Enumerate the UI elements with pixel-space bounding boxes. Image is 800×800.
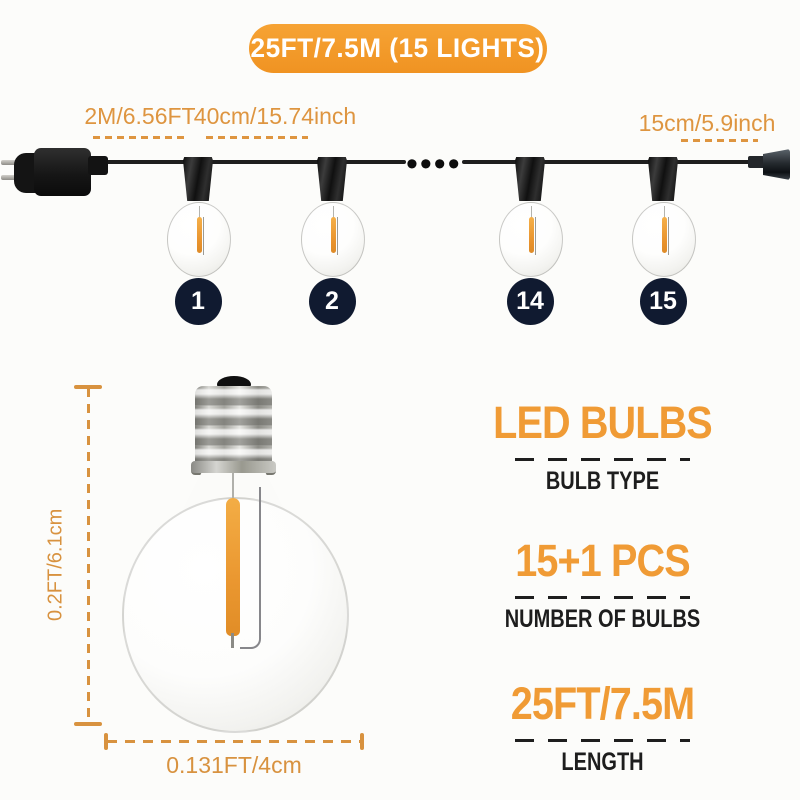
- spec-bulb-type: [460, 397, 745, 495]
- string-bulb-14: [499, 155, 561, 330]
- bulb-number-badge: [640, 278, 687, 325]
- bulb-height-label: 0.2FT/6.1cm: [44, 508, 67, 622]
- height-dimension-line: [87, 388, 90, 724]
- spec-length-value: 25FT/7.5M: [510, 678, 695, 729]
- bulb-filament: [197, 217, 202, 253]
- spec-bulb-type-value: LED BULBS: [493, 397, 712, 448]
- height-dimension-cap-bottom: [74, 722, 102, 726]
- spec-number-of-bulbs-label: NUMBER OF BULBS: [504, 605, 701, 633]
- bulb-number: 2: [325, 287, 339, 315]
- title-banner-label: 25FT/7.5M (15 LIGHTS): [251, 33, 545, 63]
- measure-bulb-spacing-label: 40cm/15.74inch: [193, 103, 357, 129]
- bulb-globe: [167, 202, 231, 277]
- width-dimension-line: [107, 740, 363, 743]
- spec-number-of-bulbs: [460, 535, 745, 633]
- bulb-globe: [301, 202, 365, 277]
- bulb-globe: [632, 202, 696, 277]
- bulb-number-badge: [175, 278, 222, 325]
- spec-length-label: LENGTH: [561, 748, 644, 776]
- bulb-width-label: 0.131FT/4cm: [166, 752, 302, 778]
- bulb-filament: [662, 217, 667, 253]
- measure-plug-to-first-dash: [93, 136, 185, 139]
- spec-number-of-bulbs-value: 15+1 PCS: [515, 535, 690, 586]
- string-bulb-15: [632, 155, 694, 330]
- bulb-socket: [648, 157, 678, 201]
- filament-support-wire: [203, 217, 204, 255]
- spec-divider: [515, 739, 690, 742]
- ellipsis-dots: ••••: [406, 145, 462, 183]
- height-dimension-cap-top: [74, 385, 102, 389]
- end-connector-cap: [763, 149, 790, 180]
- bulb-number: 14: [516, 287, 544, 315]
- filament-support-wire: [668, 217, 669, 255]
- bulb-led-filament: [226, 498, 240, 636]
- spec-divider: [515, 596, 690, 599]
- bulb-globe: [499, 202, 563, 277]
- bulb-number-badge: [507, 278, 554, 325]
- string-bulb-1: [167, 155, 229, 330]
- bulb-socket: [515, 157, 545, 201]
- spec-divider: [515, 458, 690, 461]
- bulb-number: 15: [649, 287, 677, 315]
- measure-bulb-spacing-dash: [206, 136, 308, 139]
- measure-end-spacing-dash: [681, 139, 758, 142]
- bulb-number: 1: [191, 287, 205, 315]
- bulb-filament: [331, 217, 336, 253]
- bulb-socket: [183, 157, 213, 201]
- width-dimension-cap-right: [360, 733, 364, 750]
- width-dimension-cap-left: [104, 733, 108, 750]
- measure-end-spacing-label: 15cm/5.9inch: [638, 110, 776, 136]
- spec-bulb-type-label: BULB TYPE: [545, 467, 660, 495]
- bulb-socket: [317, 157, 347, 201]
- filament-support-wire: [535, 217, 536, 255]
- filament-support-wire: [240, 487, 261, 649]
- measure-plug-to-first-label: 2M/6.56FT: [84, 103, 196, 129]
- string-bulb-2: [301, 155, 363, 330]
- plug-body: [34, 148, 91, 196]
- title-banner: [249, 24, 547, 73]
- filament-bottom-pin: [231, 633, 234, 648]
- bulb-screw-base: [195, 386, 272, 468]
- bulb-filament: [529, 217, 534, 253]
- filament-support-wire: [337, 217, 338, 255]
- spec-length: [460, 678, 745, 776]
- plug-cord-nub: [88, 156, 108, 175]
- bulb-number-badge: [309, 278, 356, 325]
